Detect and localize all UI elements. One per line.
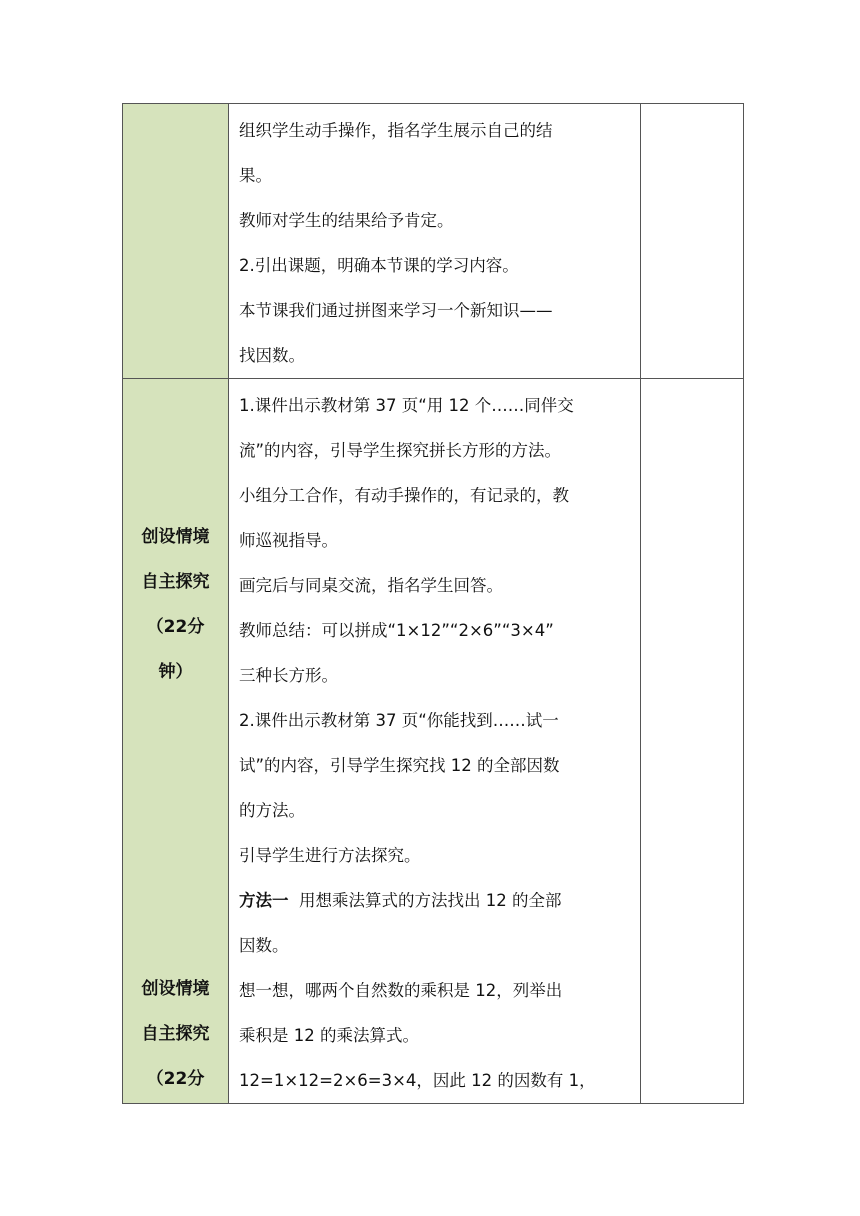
stage-cell xyxy=(123,104,229,379)
stage-label-line: （22分 xyxy=(146,1069,205,1089)
text-line: 找因数。 xyxy=(239,346,305,365)
text-line: 组织学生动手操作，指名学生展示自己的结 xyxy=(239,121,553,140)
text-line: 想一想，哪两个自然数的乘积是 12，列举出 xyxy=(239,981,563,1000)
table-row xyxy=(123,104,744,379)
text-line: 教师总结：可以拼成“1×12”“2×6”“3×4” xyxy=(239,621,554,640)
text-line: 2.引出课题，明确本节课的学习内容。 xyxy=(239,256,519,275)
method-title: 方法一 xyxy=(239,891,289,910)
notes-cell xyxy=(641,379,744,1104)
content-cell xyxy=(229,379,641,1104)
text-line: 画完后与同桌交流，指名学生回答。 xyxy=(239,576,503,595)
text-line: 流”的内容，引导学生探究拼长方形的方法。 xyxy=(239,441,562,460)
content-cell xyxy=(229,104,641,379)
text-line: 1.课件出示教材第 37 页“用 12 个……同伴交 xyxy=(239,396,574,415)
stage-label-line: （22分 xyxy=(146,617,205,637)
text-line: 12=1×12=2×6=3×4，因此 12 的因数有 1， xyxy=(239,1071,596,1090)
stage-label-line: 创设情境 xyxy=(141,527,210,547)
text-line: 因数。 xyxy=(239,936,289,955)
method-line xyxy=(239,878,634,923)
text-line: 师巡视指导。 xyxy=(239,531,338,550)
text-line: 乘积是 12 的乘法算式。 xyxy=(239,1026,419,1045)
text-line: 试”的内容，引导学生探究找 12 的全部因数 xyxy=(239,756,560,775)
method-text: 用想乘法算式的方法找出 12 的全部 xyxy=(288,891,562,910)
stage-label-line: 创设情境 xyxy=(141,979,210,999)
stage-cell xyxy=(123,379,229,1104)
text-line: 的方法。 xyxy=(239,801,305,820)
stage-label-line: 自主探究 xyxy=(141,572,210,592)
text-line: 三种长方形。 xyxy=(239,666,338,685)
text-line: 本节课我们通过拼图来学习一个新知识—— xyxy=(239,301,553,320)
text-line: 2.课件出示教材第 37 页“你能找到……试一 xyxy=(239,711,559,730)
text-line: 小组分工合作，有动手操作的，有记录的，教 xyxy=(239,486,569,505)
lesson-plan-table xyxy=(122,103,744,1104)
table-row xyxy=(123,379,744,1104)
stage-label-line: 钟） xyxy=(158,662,193,682)
stage-label-line: 自主探究 xyxy=(141,1024,210,1044)
text-line: 果。 xyxy=(239,166,272,185)
text-line: 引导学生进行方法探究。 xyxy=(239,846,421,865)
text-line: 教师对学生的结果给予肯定。 xyxy=(239,211,454,230)
notes-cell xyxy=(641,104,744,379)
